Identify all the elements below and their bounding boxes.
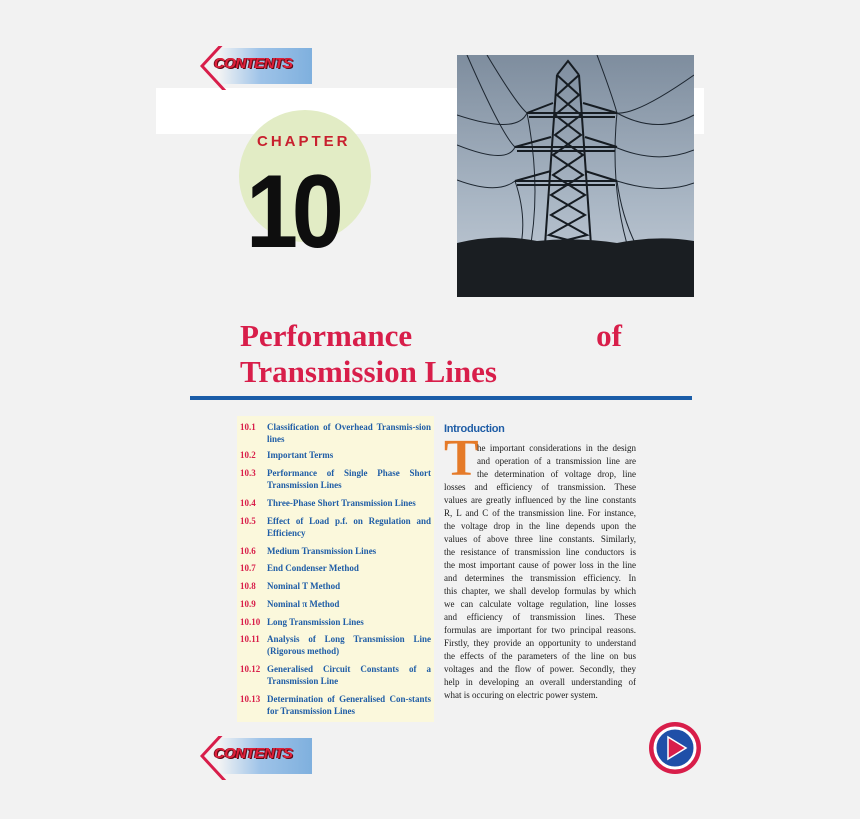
- drop-cap: T: [444, 430, 479, 487]
- intro-line: Firstly, they provide an opportunity to understand: [444, 638, 636, 648]
- intro-line: the voltage drop in the line depends upon the: [444, 521, 636, 531]
- chapter-toc: [237, 416, 434, 722]
- chapter-title: Performance of Transmission Lines: [240, 318, 622, 389]
- intro-line: this chapter, we shall develop formulas by which: [444, 586, 636, 596]
- intro-line: values are greatly influenced by the line constants: [444, 495, 636, 505]
- intro-line: the most important cause of power loss in the line: [444, 560, 636, 570]
- toc-number: 10.13: [240, 694, 261, 704]
- intro-line: the effects of the parameters of the line on bus: [444, 651, 636, 661]
- toc-number: 10.9: [240, 599, 256, 609]
- intro-line: formulas are important for two principal reasons.: [444, 625, 636, 635]
- toc-link[interactable]: Nominal π Method: [267, 599, 340, 609]
- toc-link[interactable]: End Condenser Method: [267, 563, 359, 573]
- toc-number: 10.12: [240, 664, 261, 674]
- toc-number: 10.5: [240, 516, 256, 526]
- intro-line: losses and efficiency of transmission. These: [444, 482, 636, 492]
- next-page-button[interactable]: [648, 721, 702, 775]
- intro-line: and operation of a transmission line are: [477, 456, 636, 466]
- title-rule: [190, 396, 692, 400]
- toc-link[interactable]: Determination of Generalised Con-stants for Transmission Lines: [267, 694, 431, 716]
- intro-line: he important considerations in the design: [477, 443, 636, 453]
- toc-number: 10.2: [240, 450, 256, 460]
- transmission-tower-photo: [457, 55, 694, 297]
- toc-number: 10.8: [240, 581, 256, 591]
- toc-link[interactable]: Classification of Overhead Transmis-sion lines: [267, 422, 431, 444]
- toc-link[interactable]: Performance of Single Phase Short Transmission Lines: [267, 468, 431, 490]
- toc-number: 10.11: [240, 634, 260, 644]
- toc-number: 10.4: [240, 498, 256, 508]
- contents-label: CONTENTS: [214, 745, 293, 762]
- chapter-number: 10: [246, 154, 338, 270]
- intro-line: help in developing an overall understanding of: [444, 677, 636, 687]
- introduction-heading: Introduction: [444, 423, 505, 435]
- intro-line: we can calculate voltage regulation, line losses: [444, 599, 636, 609]
- toc-link[interactable]: Generalised Circuit Constants of a Transmission Line: [267, 664, 431, 686]
- intro-line: values of above three line constants. Similarly,: [444, 534, 636, 544]
- toc-number: 10.10: [240, 617, 261, 627]
- intro-line: and determines the transmission efficiency. In: [444, 573, 636, 583]
- toc-link[interactable]: Medium Transmission Lines: [267, 546, 377, 556]
- toc-link[interactable]: Long Transmission Lines: [267, 617, 364, 627]
- intro-line: R, L and C of the transmission line. For instance,: [444, 508, 636, 518]
- toc-number: 10.3: [240, 468, 256, 478]
- toc-link[interactable]: Nominal T Method: [267, 581, 341, 591]
- toc-number: 10.7: [240, 563, 256, 573]
- toc-link[interactable]: Three-Phase Short Transmission Lines: [267, 498, 416, 508]
- intro-line: the determination of voltage drop, line: [477, 469, 636, 479]
- intro-line: and efficiency of transmission lines. These: [444, 612, 636, 622]
- toc-number: 10.6: [240, 546, 256, 556]
- toc-link[interactable]: Analysis of Long Transmission Line (Rigorous method): [267, 634, 431, 656]
- toc-link[interactable]: Important Terms: [267, 450, 334, 460]
- contents-label: CONTENTS: [214, 55, 293, 72]
- intro-line: voltages and the flow of power. Secondly, they: [444, 664, 636, 674]
- intro-line: the resistance of transmission line conductors is: [444, 547, 636, 557]
- intro-line: what is occuring on electric power system.: [444, 690, 598, 700]
- chapter-label: CHAPTER: [257, 133, 351, 150]
- play-icon: [648, 721, 702, 775]
- toc-number: 10.1: [240, 422, 256, 432]
- contents-button-top[interactable]: [200, 46, 312, 84]
- toc-link[interactable]: Effect of Load p.f. on Regulation and Efficiency: [267, 516, 431, 538]
- contents-button-bottom[interactable]: [200, 736, 312, 774]
